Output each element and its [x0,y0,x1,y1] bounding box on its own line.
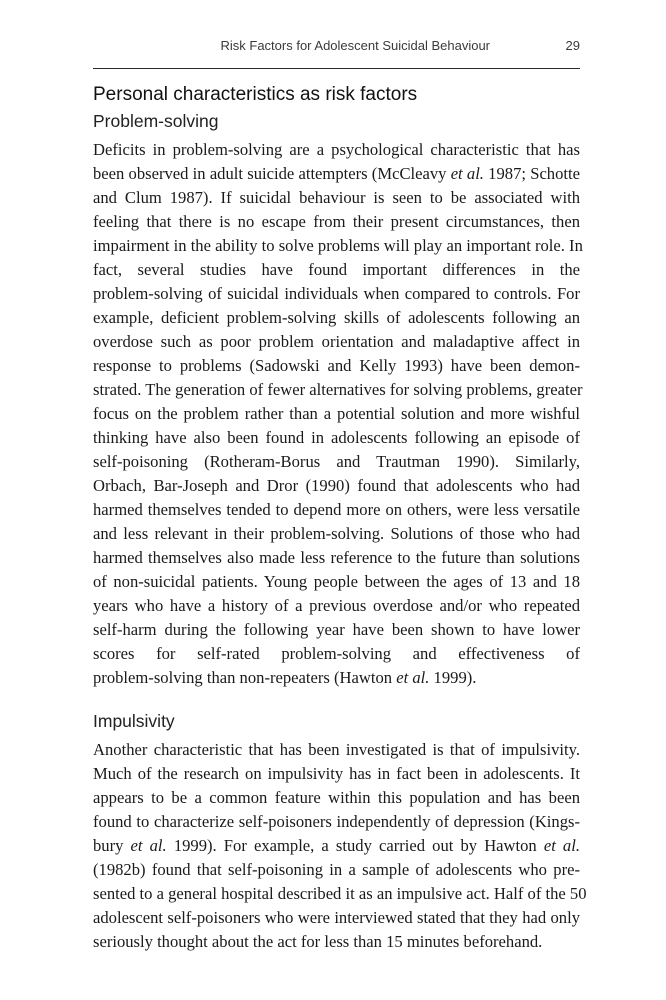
text-line: adolescent self-poisoners who were interviewed stated that they had only [93,908,580,927]
header-rule [93,68,580,69]
page-number: 29 [565,38,580,53]
text-line: feeling that there is no escape from their present circumstances, then [93,212,580,231]
text-line: of non-suicidal patients. Young people between the ages of 13 and 18 [93,572,580,591]
text-line: strated. The generation of fewer alternatives for solving problems, greater [93,380,583,399]
text-line: self-harm during the following year have been shown to have lower [93,620,580,639]
text-line: Deficits in problem-solving are a psychological characteristic that has [93,140,580,159]
text-line: problem-solving than non-repeaters (Hawton et al. 1999). [93,668,477,687]
paragraph-problem-solving [93,138,583,690]
text-line: response to problems (Sadowski and Kelly 1993) have been demon- [93,356,580,375]
text-line: seriously thought about the act for less than 15 minutes beforehand. [93,932,543,951]
page-body [93,82,587,954]
section-heading: Personal characteristics as risk factors [93,84,418,105]
text-line: found to characterize self-poisoners independently of depression (Kings- [93,812,580,831]
text-line: focus on the problem rather than a potential solution and more wishful [93,404,580,423]
text-line: self-poisoning (Rotheram-Borus and Trautman 1990). Similarly, [93,452,580,471]
subheading-problem-solving: Problem-solving [93,111,219,131]
text-line: fact, several studies have found important differences in the [93,260,580,279]
text-line: Orbach, Bar-Joseph and Dror (1990) found that adolescents who had [93,476,580,495]
text-line: problem-solving of suicidal individuals when compared to controls. For [93,284,580,303]
text-line: bury et al. 1999). For example, a study carried out by Hawton et al. [93,836,580,855]
subheading-impulsivity: Impulsivity [93,711,175,731]
text-line: Another characteristic that has been investigated is that of impulsivity. [93,740,580,759]
text-line: and less relevant in their problem-solving. Solutions of those who had [93,524,580,543]
text-line: thinking have also been found in adolescents following an episode of [93,428,580,447]
text-line: overdose such as poor problem orientation and maladaptive affect in [93,332,580,351]
text-line: years who have a history of a previous overdose and/or who repeated [93,596,580,615]
text-line: harmed themselves also made less reference to the future than solutions [93,548,580,567]
running-title: Risk Factors for Adolescent Suicidal Behaviour [220,38,490,53]
paragraph-impulsivity [93,738,587,954]
text-line: example, deficient problem-solving skills of adolescents following an [93,308,580,327]
text-line: appears to be a common feature within this population and has been [93,788,580,807]
text-line: Much of the research on impulsivity has in fact been in adolescents. It [93,764,580,783]
text-line: impairment in the ability to solve problems will play an important role. In [93,236,583,255]
text-line: been observed in adult suicide attempters (McCleavy et al. 1987; Schotte [93,164,580,183]
text-line: sented to a general hospital described it as an impulsive act. Half of the 50 [93,884,587,903]
text-line: and Clum 1987). If suicidal behaviour is seen to be associated with [93,188,580,207]
text-line: harmed themselves tended to depend more on others, were less versatile [93,500,580,519]
text-line: (1982b) found that self-poisoning in a sample of adolescents who pre- [93,860,580,879]
text-line: scores for self-rated problem-solving and effectiveness of [93,644,580,663]
